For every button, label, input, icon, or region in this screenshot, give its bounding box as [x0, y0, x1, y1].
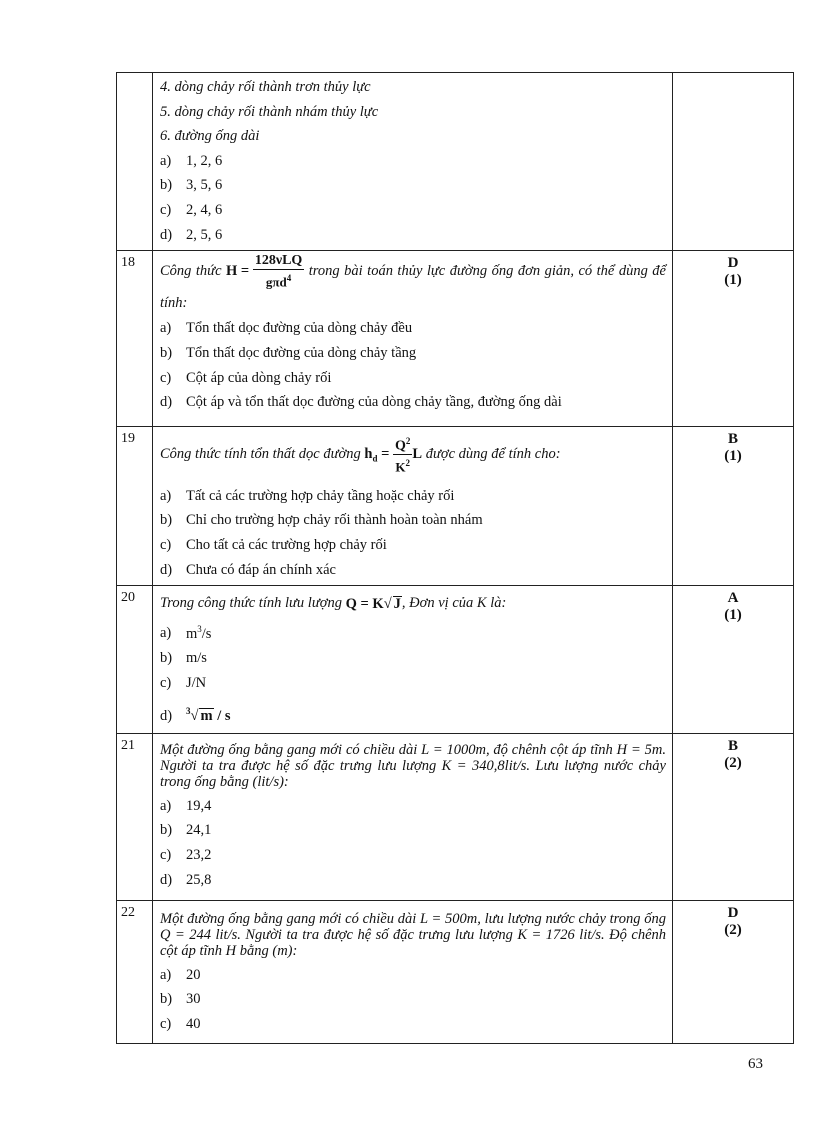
option-b: b) 24,1 — [160, 822, 212, 839]
option-b: b) 30 — [160, 991, 201, 1008]
table-row — [117, 426, 794, 585]
answer-key: D — [727, 904, 739, 921]
answer-cell — [673, 733, 794, 900]
answer-cell — [673, 426, 794, 585]
answer-cell — [673, 900, 794, 1043]
option-a: a) Tổn thất dọc đường của dòng chảy đều — [160, 320, 413, 337]
answer-key: A — [727, 589, 739, 606]
option-d: d) Cột áp và tổn thất dọc đường của dòng chảy tầng, đường ống dài — [160, 394, 562, 411]
question-number: 22 — [117, 900, 153, 1043]
answer-key: D — [727, 254, 739, 271]
option-a: a) Tất cả các trường hợp chảy tầng hoặc chảy rối — [160, 487, 455, 504]
question-cell — [153, 900, 673, 1043]
answer-key: B — [727, 737, 738, 754]
option-d: d) 25,8 — [160, 871, 212, 888]
option-d: d) $^3$√ m / s — [160, 705, 231, 724]
option-c: c) 2, 4, 6 — [160, 202, 223, 219]
formula: H = $\frac{\text{128νLQ}}{g\pi d^4}$ — [226, 252, 303, 290]
difficulty-level: (2) — [724, 754, 742, 771]
difficulty-level: (1) — [724, 271, 742, 288]
question-cell — [153, 585, 673, 733]
option-a: a) 20 — [160, 966, 201, 983]
question-number: 18 — [117, 250, 153, 426]
table-row — [117, 733, 794, 900]
question-cell — [153, 250, 673, 426]
question-cell — [153, 73, 673, 251]
table-row — [117, 585, 794, 733]
option-d: d) Chưa có đáp án chính xác — [160, 562, 336, 579]
formula: $h_d$ = $\frac{Q^2}{K^2}$ L — [364, 433, 422, 476]
option-b: b) Tổn thất dọc đường của dòng chảy tầng — [160, 344, 417, 361]
question-number: 19 — [117, 426, 153, 585]
condition-line: 4. dòng chảy rối thành trơn thủy lực — [160, 79, 371, 95]
option-b: b) Chỉ cho trường hợp chảy rối thành hoàn toàn nhám — [160, 512, 483, 529]
question-stem: Một đường ống bằng gang mới có chiều dài L = 500m, lưu lượng nước chảy trong ống Q = 244 lit/s. Người ta tra được hệ số đặc trưng lưu lượng K = 1726 lit/s. Độ chênh cột áp tĩnh H bằng (m): — [160, 910, 666, 959]
question-cell — [153, 733, 673, 900]
table-row — [117, 250, 794, 426]
option-b: b) 3, 5, 6 — [160, 177, 223, 194]
option-c: c) 40 — [160, 1016, 201, 1033]
question-stem: Công thức tính tổn thất dọc đường $h_d$ = $\frac{Q^2}{K^2}$ L được dùng để tính cho: — [160, 429, 666, 476]
difficulty-level: (2) — [724, 921, 742, 938]
answer-cell — [673, 585, 794, 733]
formula: Q = K√ J — [345, 595, 401, 612]
question-cell — [153, 426, 673, 585]
answer-cell — [673, 250, 794, 426]
condition-line: 5. dòng chảy rối thành nhám thủy lực — [160, 103, 379, 120]
option-a: a) 1, 2, 6 — [160, 152, 223, 169]
difficulty-level: (1) — [724, 447, 742, 464]
option-b: b) m/s — [160, 650, 207, 667]
question-stem: Một đường ống bằng gang mới có chiều dài L = 1000m, độ chênh cột áp tĩnh H = 5m. Người ta tra được hệ số đặc trưng lưu lượng K = 340,8lit/s. Lưu lượng nước chảy trong ống bằng (lit/s): — [160, 741, 666, 790]
table-row — [117, 73, 794, 251]
page-number: 63 — [748, 1056, 763, 1072]
question-stem: Công thức H = $\frac{\text{128νLQ}}{g\pi d^4}$ trong bài toán thủy lực đường ống đơn giản, có thể dùng để tính: — [160, 252, 666, 312]
answer-key: B — [727, 430, 738, 447]
question-stem: Trong công thức tính lưu lượng Q = K√ J, Đơn vị của K là: — [160, 588, 666, 615]
option-c: c) J/N — [160, 674, 207, 691]
answer-cell — [673, 73, 794, 251]
condition-line: 6. đường ống dài — [160, 128, 260, 144]
option-d: d) 2, 5, 6 — [160, 226, 223, 243]
question-table — [116, 72, 794, 1044]
option-c: c) Cột áp của dòng chảy rối — [160, 369, 332, 386]
question-number: 20 — [117, 585, 153, 733]
option-c: c) Cho tất cả các trường hợp chảy rối — [160, 537, 387, 554]
question-number: 21 — [117, 733, 153, 900]
option-a: a) 19,4 — [160, 797, 212, 814]
difficulty-level: (1) — [724, 606, 742, 623]
question-number-cell — [117, 73, 153, 251]
option-a: a) $m^3/s$ — [160, 623, 212, 642]
table-row — [117, 900, 794, 1043]
option-c: c) 23,2 — [160, 847, 212, 864]
